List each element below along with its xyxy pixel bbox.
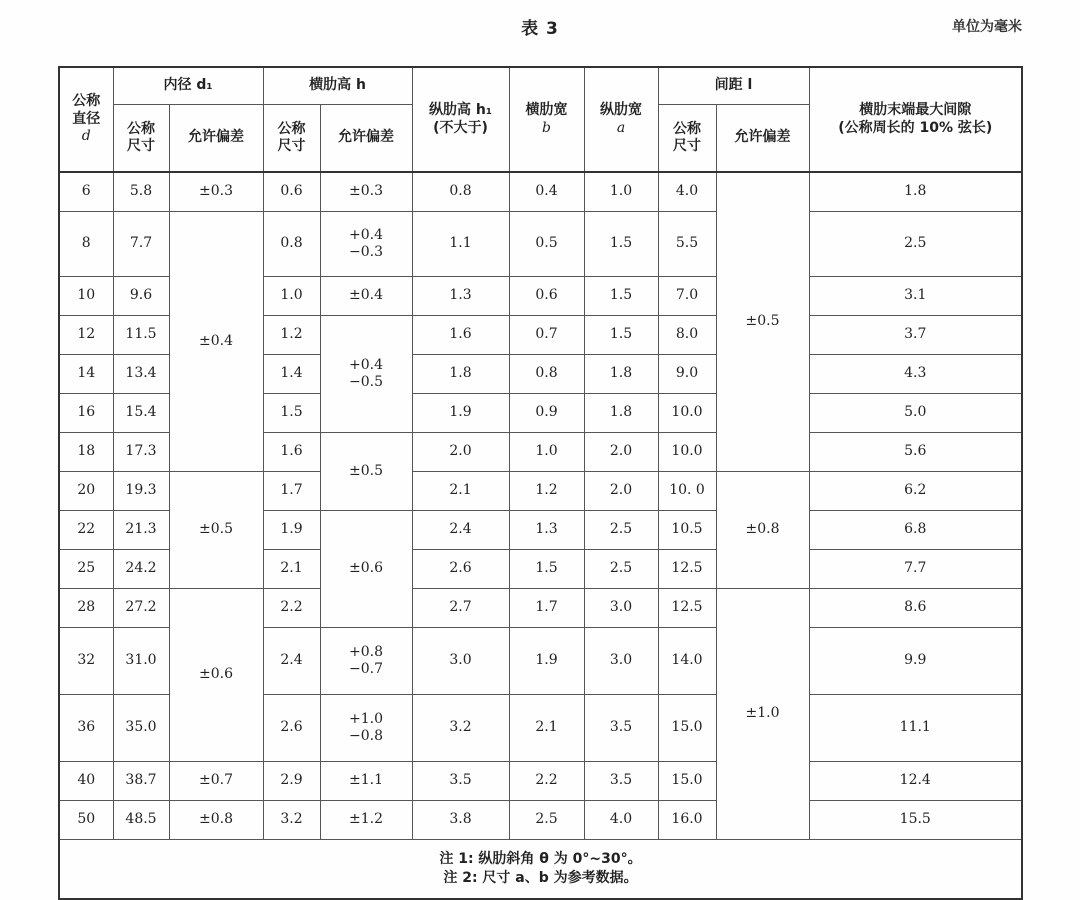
cell-d: 32 (59, 628, 113, 695)
cell-h-tol: +0.8 −0.7 (320, 628, 412, 695)
cell-h-tol: ±0.6 (320, 511, 412, 628)
cell-gap: 3.1 (809, 277, 1022, 316)
cell-h1: 1.1 (412, 212, 509, 277)
cell-h1: 1.8 (412, 355, 509, 394)
header-trans-rib-height: 横肋高 h (263, 67, 412, 105)
cell-d1: 5.8 (113, 172, 169, 212)
cell-gap: 9.9 (809, 628, 1022, 695)
cell-d1-tol: ±0.7 (169, 762, 263, 801)
header-inner-diameter: 内径 d₁ (113, 67, 263, 105)
header-spacing: 间距 l (658, 67, 809, 105)
cell-l: 12.5 (658, 550, 716, 589)
cell-b: 0.7 (509, 316, 584, 355)
header-l-nominal-size: 公称 尺寸 (658, 105, 716, 173)
cell-l: 16.0 (658, 801, 716, 840)
cell-l: 7.0 (658, 277, 716, 316)
cell-d1: 38.7 (113, 762, 169, 801)
cell-a: 2.5 (584, 511, 658, 550)
header-long-rib-width: 纵肋宽 a (584, 67, 658, 172)
cell-h: 1.6 (263, 433, 320, 472)
cell-h1: 1.9 (412, 394, 509, 433)
cell-h: 1.0 (263, 277, 320, 316)
cell-a: 1.0 (584, 172, 658, 212)
cell-gap: 4.3 (809, 355, 1022, 394)
cell-h: 1.4 (263, 355, 320, 394)
cell-b: 1.9 (509, 628, 584, 695)
cell-h: 2.2 (263, 589, 320, 628)
cell-h-tol: +1.0 −0.8 (320, 695, 412, 762)
cell-d: 8 (59, 212, 113, 277)
cell-a: 3.0 (584, 589, 658, 628)
cell-d1-tol: ±0.5 (169, 472, 263, 589)
table-notes (59, 840, 1022, 900)
cell-a: 1.8 (584, 394, 658, 433)
cell-h: 0.6 (263, 172, 320, 212)
cell-a: 3.0 (584, 628, 658, 695)
cell-b: 1.0 (509, 433, 584, 472)
cell-l: 9.0 (658, 355, 716, 394)
cell-a: 1.5 (584, 316, 658, 355)
cell-b: 2.5 (509, 801, 584, 840)
cell-gap: 6.2 (809, 472, 1022, 511)
cell-a: 3.5 (584, 762, 658, 801)
cell-h-tol: +0.4 −0.5 (320, 316, 412, 433)
cell-gap: 8.6 (809, 589, 1022, 628)
header-trans-rib-width: 横肋宽 b (509, 67, 584, 172)
unit-label: 单位为毫米 (952, 19, 1022, 35)
cell-h: 2.9 (263, 762, 320, 801)
cell-d: 18 (59, 433, 113, 472)
cell-h: 1.9 (263, 511, 320, 550)
cell-h-tol: ±1.1 (320, 762, 412, 801)
cell-d1: 19.3 (113, 472, 169, 511)
cell-h1: 2.6 (412, 550, 509, 589)
header-d1-nominal-size: 公称 尺寸 (113, 105, 169, 173)
cell-h: 1.2 (263, 316, 320, 355)
cell-d: 36 (59, 695, 113, 762)
cell-a: 1.5 (584, 277, 658, 316)
cell-gap: 1.8 (809, 172, 1022, 212)
cell-l-tol: ±0.8 (716, 472, 809, 589)
cell-l: 10.5 (658, 511, 716, 550)
cell-d: 20 (59, 472, 113, 511)
cell-a: 1.5 (584, 212, 658, 277)
cell-h1: 3.8 (412, 801, 509, 840)
table-row (59, 762, 1022, 801)
cell-b: 0.6 (509, 277, 584, 316)
note-1: 注 1: 纵肋斜角 θ 为 0°~30°。 (439, 851, 642, 867)
cell-h-tol: ±0.4 (320, 277, 412, 316)
table-row (59, 212, 1022, 277)
cell-h1: 1.6 (412, 316, 509, 355)
cell-b: 0.4 (509, 172, 584, 212)
cell-b: 1.5 (509, 550, 584, 589)
cell-l: 15.0 (658, 695, 716, 762)
cell-h-tol: +0.4 −0.3 (320, 212, 412, 277)
cell-d: 6 (59, 172, 113, 212)
cell-d: 40 (59, 762, 113, 801)
cell-d1: 31.0 (113, 628, 169, 695)
cell-a: 2.0 (584, 472, 658, 511)
cell-d1: 27.2 (113, 589, 169, 628)
cell-d1: 9.6 (113, 277, 169, 316)
cell-gap: 12.4 (809, 762, 1022, 801)
cell-gap: 5.0 (809, 394, 1022, 433)
cell-h1: 3.2 (412, 695, 509, 762)
cell-d1: 11.5 (113, 316, 169, 355)
cell-h-tol: ±1.2 (320, 801, 412, 840)
cell-h1: 3.0 (412, 628, 509, 695)
header-max-gap: 横肋末端最大间隙 (公称周长的 10% 弦长) (809, 67, 1022, 172)
cell-h1: 3.5 (412, 762, 509, 801)
rebar-dimension-table (58, 66, 1023, 900)
cell-gap: 6.8 (809, 511, 1022, 550)
cell-h: 1.7 (263, 472, 320, 511)
cell-gap: 11.1 (809, 695, 1022, 762)
header-l-tolerance: 允许偏差 (716, 105, 809, 173)
table-row (59, 172, 1022, 212)
cell-d1: 21.3 (113, 511, 169, 550)
cell-l: 8.0 (658, 316, 716, 355)
cell-a: 2.0 (584, 433, 658, 472)
cell-d: 12 (59, 316, 113, 355)
cell-d: 10 (59, 277, 113, 316)
cell-gap: 7.7 (809, 550, 1022, 589)
cell-h1: 2.4 (412, 511, 509, 550)
cell-h: 0.8 (263, 212, 320, 277)
cell-d1: 7.7 (113, 212, 169, 277)
cell-l-tol: ±0.5 (716, 172, 809, 472)
cell-d1: 35.0 (113, 695, 169, 762)
cell-d: 25 (59, 550, 113, 589)
cell-d1: 48.5 (113, 801, 169, 840)
cell-a: 3.5 (584, 695, 658, 762)
cell-h: 1.5 (263, 394, 320, 433)
cell-d1-tol: ±0.8 (169, 801, 263, 840)
header-long-rib-height: 纵肋高 h₁ (不大于) (412, 67, 509, 172)
cell-h: 2.4 (263, 628, 320, 695)
cell-b: 1.2 (509, 472, 584, 511)
cell-gap: 3.7 (809, 316, 1022, 355)
cell-h: 3.2 (263, 801, 320, 840)
cell-d: 28 (59, 589, 113, 628)
cell-d1-tol: ±0.6 (169, 589, 263, 762)
cell-d1: 17.3 (113, 433, 169, 472)
cell-gap: 2.5 (809, 212, 1022, 277)
cell-a: 4.0 (584, 801, 658, 840)
cell-l: 10.0 (658, 394, 716, 433)
cell-l-tol: ±1.0 (716, 589, 809, 840)
cell-h-tol: ±0.5 (320, 433, 412, 511)
cell-a: 1.8 (584, 355, 658, 394)
cell-b: 1.3 (509, 511, 584, 550)
cell-h1: 1.3 (412, 277, 509, 316)
cell-d: 16 (59, 394, 113, 433)
header-d1-tolerance: 允许偏差 (169, 105, 263, 173)
cell-l: 4.0 (658, 172, 716, 212)
cell-b: 1.7 (509, 589, 584, 628)
cell-d1-tol: ±0.3 (169, 172, 263, 212)
header-h-nominal-size: 公称 尺寸 (263, 105, 320, 173)
cell-b: 2.1 (509, 695, 584, 762)
cell-b: 2.2 (509, 762, 584, 801)
table-title: 表 3 (521, 19, 559, 39)
cell-d1-tol: ±0.4 (169, 212, 263, 472)
note-2: 注 2: 尺寸 a、b 为参考数据。 (443, 870, 638, 886)
cell-b: 0.5 (509, 212, 584, 277)
cell-l: 10.0 (658, 433, 716, 472)
cell-l: 14.0 (658, 628, 716, 695)
cell-b: 0.9 (509, 394, 584, 433)
cell-h-tol: ±0.3 (320, 172, 412, 212)
cell-gap: 5.6 (809, 433, 1022, 472)
cell-l: 12.5 (658, 589, 716, 628)
cell-a: 2.5 (584, 550, 658, 589)
cell-d: 50 (59, 801, 113, 840)
cell-h: 2.1 (263, 550, 320, 589)
cell-h1: 2.0 (412, 433, 509, 472)
table-row (59, 472, 1022, 511)
cell-d: 22 (59, 511, 113, 550)
cell-h1: 0.8 (412, 172, 509, 212)
cell-d: 14 (59, 355, 113, 394)
cell-d1: 13.4 (113, 355, 169, 394)
cell-d1: 15.4 (113, 394, 169, 433)
cell-l: 15.0 (658, 762, 716, 801)
table-row (59, 589, 1022, 628)
cell-b: 0.8 (509, 355, 584, 394)
cell-d1: 24.2 (113, 550, 169, 589)
header-nominal-diameter: 公称 直径 d (59, 67, 113, 172)
cell-gap: 15.5 (809, 801, 1022, 840)
table-row (59, 801, 1022, 840)
cell-l: 10. 0 (658, 472, 716, 511)
header-h-tolerance: 允许偏差 (320, 105, 412, 173)
cell-h1: 2.7 (412, 589, 509, 628)
cell-h1: 2.1 (412, 472, 509, 511)
cell-l: 5.5 (658, 212, 716, 277)
cell-h: 2.6 (263, 695, 320, 762)
